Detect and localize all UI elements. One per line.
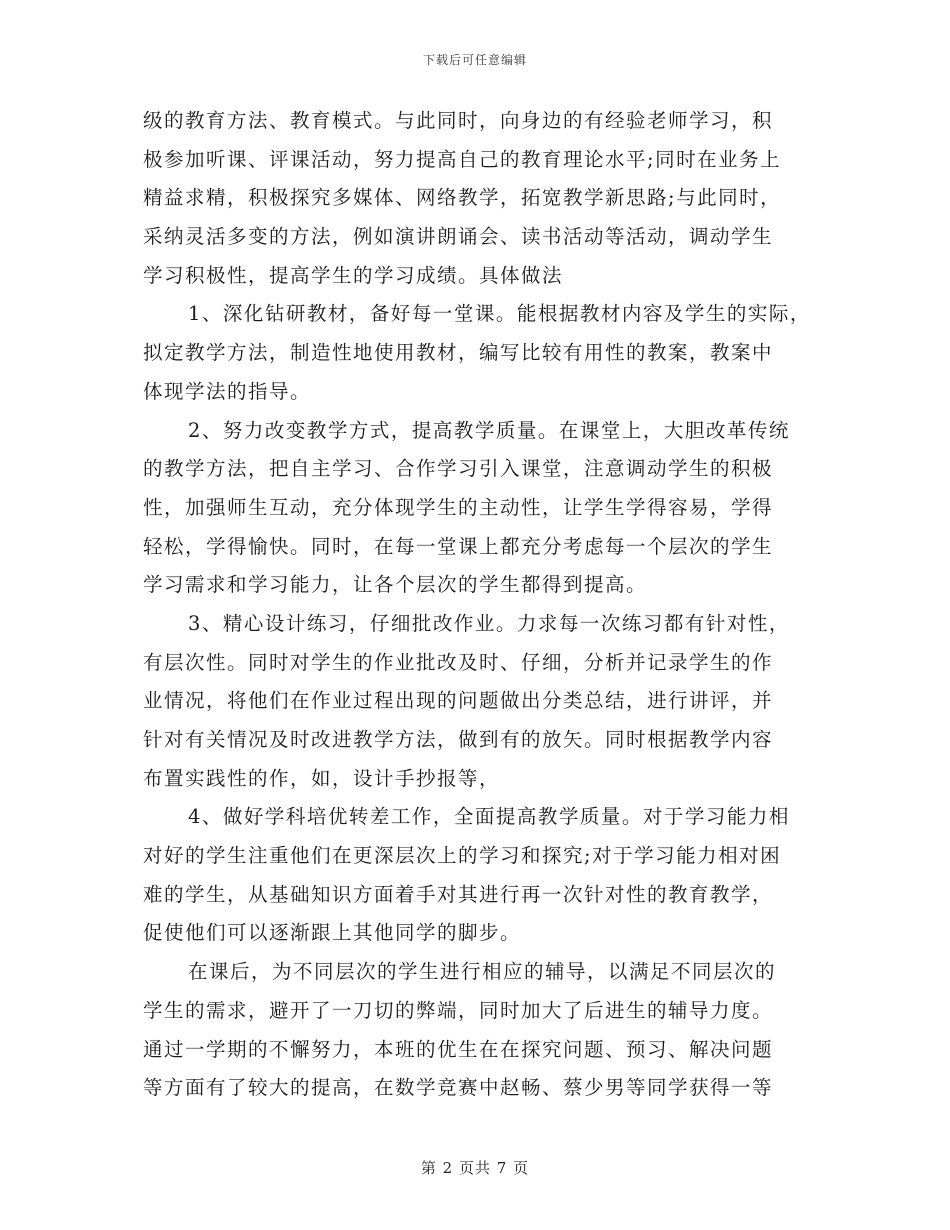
text-line: 促使他们可以逐渐跟上其他同学的脚步。: [143, 921, 522, 945]
text-line: 学习积极性，提高学生的学习成绩。具体做法: [143, 263, 564, 287]
text-line: 精益求精，积极探究多媒体、网络教学，拓宽教学新思路;与此同时，: [143, 186, 782, 210]
text-line: 性，加强师生互动，充分体现学生的主动性，让学生学得容易，学得: [143, 495, 774, 519]
text-line: 对好的学生注重他们在更深层次上的学习和探究;对于学习能力相对困: [143, 844, 782, 868]
text-line: 通过一学期的不懈努力，本班的优生在在探究问题、预习、解决问题: [143, 1037, 774, 1061]
text-line: 针对有关情况及时改进教学方法，做到有的放矢。同时根据教学内容: [143, 728, 774, 751]
paragraph-1-start: 1、深化钻研教材，备好每一堂课。能根据教材内容及学生的实际，: [188, 302, 811, 326]
text-line: 轻松，学得愉快。同时，在每一堂课上都充分考虑每一个层次的学生: [143, 534, 774, 558]
text-line: 难的学生，从基础知识方面着手对其进行再一次针对性的教育教学，: [143, 882, 774, 906]
text-line: 采纳灵活多变的方法，例如演讲朗诵会、读书活动等活动，调动学生: [143, 225, 774, 249]
page-header: 下载后可任意编辑: [422, 53, 527, 67]
paragraph-2-start: 2、努力改变教学方式，提高教学质量。在课堂上，大胆改革传统: [188, 418, 790, 442]
text-line: 业情况，将他们在作业过程出现的问题做出分类总结，进行讲评，并: [143, 689, 774, 713]
paragraph-5-start: 在课后，为不同层次的学生进行相应的辅导，以满足不同层次的: [188, 960, 777, 984]
text-line: 学生的需求，避开了一刀切的弊端，同时加大了后进生的辅导力度。: [143, 998, 774, 1022]
document-body: [143, 102, 823, 1108]
text-line: 等方面有了较大的提高，在数学竞赛中赵畅、蔡少男等同学获得一等: [143, 1076, 774, 1100]
text-line: 学习需求和学习能力，让各个层次的学生都得到提高。: [143, 573, 648, 597]
paragraph-4-start: 4、做好学科培优转差工作，全面提高教学质量。对于学习能力相: [188, 805, 790, 829]
text-line: 有层次性。同时对学生的作业批改及时、仔细，分析并记录学生的作: [143, 650, 774, 674]
page-number-footer: 第 2 页共 7 页: [420, 1159, 530, 1177]
text-line: 拟定教学方法，制造性地使用教材，编写比较有用性的教案，教案中: [143, 341, 774, 365]
paragraph-3-start: 3、精心设计练习，仔细批改作业。力求每一次练习都有针对性，: [188, 611, 790, 635]
text-line: 体现学法的指导。: [143, 379, 312, 403]
text-line: 极参加听课、评课活动，努力提高自己的教育理论水平;同时在业务上: [143, 147, 782, 171]
text-line: 布置实践性的作，如，设计手抄报等，: [143, 766, 501, 790]
text-line: 级的教育方法、教育模式。与此同时，向身边的有经验老师学习，积: [143, 109, 774, 132]
text-line: 的教学方法，把自主学习、合作学习引入课堂，注意调动学生的积极: [143, 457, 774, 481]
